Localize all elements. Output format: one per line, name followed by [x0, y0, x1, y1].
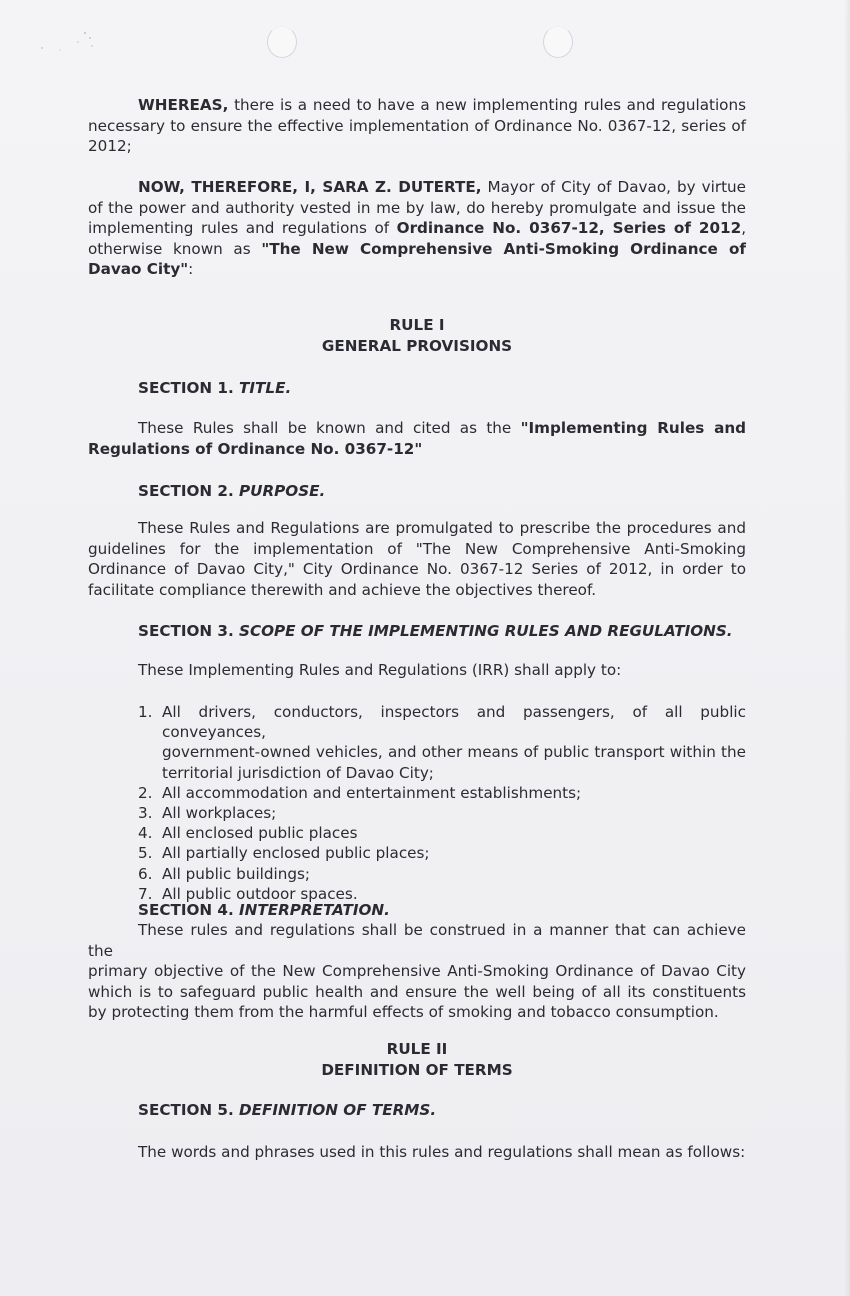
- rule2-number: RULE II: [386, 1040, 448, 1058]
- whereas-lead: WHEREAS,: [138, 96, 229, 114]
- now-therefore-line3-pre: implementing rules and regulations of: [88, 219, 390, 237]
- section4-paragraph: [88, 920, 746, 1023]
- list-item: [108, 783, 746, 803]
- list-item-number: 5.: [138, 844, 153, 863]
- section1-paragraph: [88, 418, 746, 459]
- list-item: [108, 803, 746, 823]
- list-item-text: All public outdoor spaces.: [162, 884, 358, 903]
- section1-line1-bold: "Implementing Rules and: [520, 419, 747, 437]
- section3-label: SECTION 3.: [138, 622, 234, 640]
- scan-specks-decoration: [30, 30, 100, 60]
- rule1-title: GENERAL PROVISIONS: [321, 337, 513, 355]
- list-item-line: All drivers, conductors, inspectors and passengers, of all public conveyances,: [162, 703, 746, 742]
- section3-intro: These Implementing Rules and Regulations (IRR) shall apply to:: [138, 661, 622, 679]
- ordinance-name-line2: Davao City": [88, 260, 189, 278]
- ordinance-reference: Ordinance No. 0367-12, Series of 2012: [396, 219, 742, 237]
- list-item: [108, 843, 746, 863]
- section2-line4: facilitate compliance therewith and achieve the objectives thereof.: [88, 580, 597, 599]
- list-item: [108, 864, 746, 884]
- list-item-number: 3.: [138, 804, 153, 823]
- list-item-number: 7.: [138, 884, 153, 903]
- whereas-line3: 2012;: [88, 137, 132, 155]
- section1-label: SECTION 1.: [138, 379, 234, 397]
- section5-title: DEFINITION OF TERMS.: [239, 1101, 437, 1119]
- section4-line2: primary objective of the New Comprehensive Anti-Smoking Ordinance of Davao City: [88, 962, 746, 980]
- section4-line4: by protecting them from the harmful effects of smoking and tobacco consumption.: [88, 1003, 719, 1021]
- list-item-text: All partially enclosed public places;: [162, 844, 430, 863]
- list-item: [108, 702, 746, 783]
- rule1-number: RULE I: [389, 316, 445, 334]
- section1-line2-bold: Regulations of Ordinance No. 0367-12": [88, 439, 423, 458]
- section5-intro-paragraph: [88, 1142, 746, 1163]
- list-item-text: All accommodation and entertainment establishments;: [162, 783, 582, 802]
- now-therefore-line3-post: ,: [741, 219, 747, 237]
- now-therefore-line4-pre: otherwise known as: [88, 239, 251, 258]
- section3-intro-paragraph: [88, 660, 746, 681]
- section2-paragraph: [88, 518, 746, 600]
- punch-hole-right: [543, 26, 573, 58]
- section4-title: INTERPRETATION.: [239, 901, 390, 919]
- section5-heading: [138, 1100, 436, 1120]
- section4-line3: which is to safeguard public health and ensure the well being of all its constituents: [88, 982, 746, 1001]
- list-item-text: All enclosed public places: [162, 824, 358, 843]
- ordinance-name-line1: "The New Comprehensive Anti-Smoking Ordinance of: [261, 239, 746, 258]
- now-therefore-paragraph: [88, 177, 746, 280]
- whereas-line1: there is a need to have a new implementing rules and regulations: [234, 96, 747, 114]
- list-item-number: 6.: [138, 864, 153, 883]
- section1-heading: [138, 378, 291, 398]
- section2-label: SECTION 2.: [138, 482, 234, 500]
- list-item-line: territorial jurisdiction of Davao City;: [162, 763, 434, 782]
- list-item-number: 2.: [138, 783, 153, 802]
- section2-title: PURPOSE.: [239, 482, 326, 500]
- rule2-heading: [88, 1039, 746, 1081]
- list-item-number: 4.: [138, 824, 153, 843]
- section3-scope-list: [108, 702, 746, 904]
- rule1-heading: [88, 315, 746, 357]
- list-item-number: 1.: [138, 703, 153, 721]
- section3-title: SCOPE OF THE IMPLEMENTING RULES AND REGULATIONS.: [239, 622, 733, 640]
- rule2-title: DEFINITION OF TERMS: [321, 1061, 513, 1079]
- section2-line2: guidelines for the implementation of "The New Comprehensive Anti-Smoking: [88, 539, 746, 558]
- list-item-text: All public buildings;: [162, 864, 311, 883]
- section1-title: TITLE.: [239, 379, 292, 397]
- list-item: [108, 823, 746, 843]
- section4-line1: These rules and regulations shall be construed in a manner that can achieve the: [88, 921, 746, 960]
- whereas-line2: necessary to ensure the effective implementation of Ordinance No. 0367-12, series of: [88, 116, 746, 135]
- now-therefore-line5-post: :: [188, 260, 194, 278]
- punch-hole-left: [267, 26, 297, 58]
- list-item-line: government-owned vehicles, and other means of public transport within the: [162, 743, 746, 762]
- now-therefore-lead: NOW, THEREFORE, I, SARA Z. DUTERTE,: [138, 178, 482, 196]
- whereas-paragraph: [88, 95, 746, 157]
- section4-label: SECTION 4.: [138, 901, 234, 919]
- section2-heading: [138, 481, 325, 501]
- now-therefore-line1: Mayor of City of Davao, by virtue: [487, 178, 747, 196]
- section5-intro: The words and phrases used in this rules and regulations shall mean as follows:: [138, 1143, 746, 1161]
- list-item-text: All workplaces;: [162, 804, 277, 823]
- now-therefore-line2: of the power and authority vested in me by law, do hereby promulgate and issue the: [88, 198, 746, 217]
- section3-heading: [138, 621, 733, 641]
- section2-line1: These Rules and Regulations are promulgated to prescribe the procedures and: [138, 519, 746, 537]
- section5-label: SECTION 5.: [138, 1101, 234, 1119]
- section2-line3: Ordinance of Davao City," City Ordinance No. 0367-12 Series of 2012, in order to: [88, 560, 746, 578]
- section1-line1-pre: These Rules shall be known and cited as the: [138, 419, 512, 437]
- section4-heading: [138, 900, 390, 920]
